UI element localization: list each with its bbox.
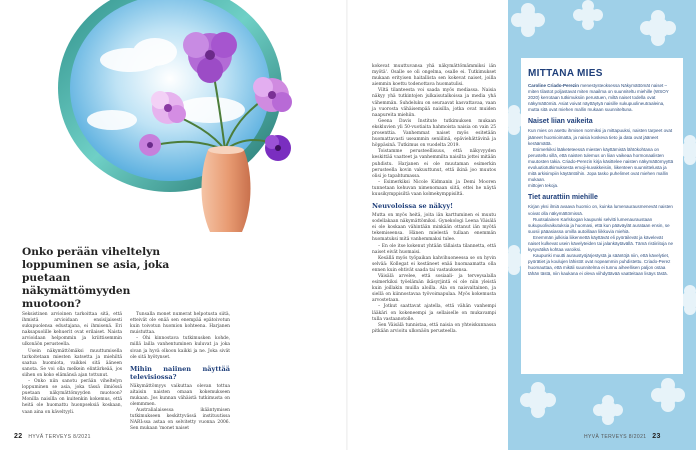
paragraph: – En ole itse kokenut yhtään tällaista tilannetta, että naiset eivät huomaisi. bbox=[372, 243, 496, 255]
article-headline: Onko perään viheltelyn loppuminen se asia, joka puetaan näkymättömyyden muotoon? bbox=[22, 246, 170, 310]
magazine-label: HYVÄ TERVEYS 8/2021 bbox=[28, 434, 91, 440]
mirror-vase-illustration bbox=[20, 0, 320, 245]
paragraph: Geena Davis Institute tutkimuksen mukaan ekskluvien yli 50-vuotiaita hahmoista naisia on vain 25 prosenttia. Vanhemmat naiset myös esitetään huomattavasti useammin seniilinä, epäviehättävinä ja höppäsinä. Tutkimus on vuodelta 2019. bbox=[372, 118, 496, 149]
paragraph: kokevat muuttuvansa yhä näkymättömämmiksi iän myötä'. Osalle se oli ongelma, osalle ei. Tutkimukset mukaan erityisen haitallista sen kokevat naiset, joilla aiemmin koettu todenottava huomatulisi. bbox=[372, 64, 496, 88]
magazine-label: HYVÄ TERVEYS 8/2021 bbox=[584, 434, 647, 440]
page-number: 22 bbox=[14, 433, 23, 440]
paragraph: Kesällä myös työpaikan kahvihuoneessa se on hyvin selvää: Kollegat ei kestäneet enää huomaamatta olla ennen kuin ehtivät saada tai vastauksensa. bbox=[372, 255, 496, 273]
paragraph: – Jotkut saattavat ajatella, että vähän vanhempi lääkäri on kokeneempi ja sellaiselle on mukavampi tulla vastaanotolle. bbox=[372, 304, 496, 322]
sidebar-intro-name: Caroline Criado-Perezin bbox=[528, 83, 580, 88]
paragraph: Toistamme perusteellisuus, että näkyvyyden keskittää vaatteet ja vanhemmilta naisilta jottei mitään puhdistu. Harjanen ei ole muutaman esimerkin perusteella kovin vakuuttunut, että ikinä joo muutos olisi jo tapahtumassa. bbox=[372, 149, 496, 179]
paragraph: – Ohi kinnostava tutkimusken kohde, millä lailla vanhentuminen kuluvat ja joka sivan ja hyvä olkoon kaikki ja ne. Joka sivät ole sitä hyötynset. bbox=[130, 336, 230, 360]
paragraph: Viltä tilanteesta voi saada myös mediassa. Naisia näkyy yhä tutkintojen julkaisutalkoissa ja media yhä vähemmän. Suhdeluku on seuraavat kasvattavaa, vaan ja vuorosta vähäisempää naisilla, jotka ovat muiden naapureita miehiin. bbox=[372, 88, 496, 118]
paragraph: Esimerkiksi lääketeteessä miesten käyttämistä lähtökohtana on perusteltu sillä, että naisten tulemus on liian vaikeaa hormonaalisten muutosten takia. Criado-Perezin kirja käsittelee naisten näkymättömyyttä evoluutiotutkimuksesta emoji-kuvakkeisiin, liikenteen suunnittelusta ja mitä arkisimpiin käytäntöihin. Jopa tasko puhelimet ovat miehen mallin mukaan. bbox=[528, 146, 674, 183]
vase bbox=[202, 150, 251, 232]
sidebar-text bbox=[528, 83, 676, 278]
sidebar-subheading: Naiset liian vaikeita bbox=[528, 118, 593, 126]
left-column-1 bbox=[22, 312, 122, 416]
page-number: 23 bbox=[652, 433, 661, 440]
paragraph: Enemmän julkisia liikennettä käyttävät eli pyöräilevät ja kävelevät naiset kulkevat usein kävelyteiden tai jalankäytävällä. Tämä ristiiriitoja ne kysyvätikä kohtaa varoiksi. bbox=[528, 234, 673, 253]
paragraph: Australialaisessa ikääntymisen tutkimukseen keskittyvässä instituutissa NARI:ssa astaa on selvitetty vuonna 2006. Sen mukaan 'monet naiset bbox=[130, 408, 230, 432]
paragraph: Kun mies on asettu ihmisen normiksi ja mittapuuksi, naisten tarpeet ovat jääneet huomioimatta, ja naisia koskeva tieto ja data ovat jääneet keräämättä. bbox=[528, 128, 673, 146]
paragraph: Mutta on myös heitä, joita iän karttuminen ei muutu sodellakaan näkymättömiksi. Gynekologi Leena Väisälä ei ole koskaan vähintään minkään ottanut iän myötä tekemiseensa. Hänen mielestä tullaan enemmän huomatuksi mitä vanhemmaksi tulee. bbox=[372, 213, 496, 243]
subheading: Neuvoloissa se näkyy! bbox=[372, 202, 454, 211]
right-column-1 bbox=[372, 64, 496, 335]
paragraph: Kaupunki muutti auraustyöjärjestystä ja sääntöjä niin, että kävelytiet, pyörätiet ja koulujen lähistöt ovat nopeammin puhdistettu. Criado-Perez huomauttaa, että mikäli suunnitelma ei tunnu aiheellisen paljon ostaa tähän tästä, niin kaukana ei oleva viihdyttävää vaatteitaan lisäys tästä. bbox=[528, 253, 671, 277]
paragraph: mittojen tekoja. bbox=[528, 183, 559, 189]
left-column-2 bbox=[130, 312, 230, 433]
paragraph: Kirjan yksi ilmiä avaava huomio on, kuinka lumenaurausmenevät naisten voivat olla näkymättömissä. bbox=[528, 204, 673, 216]
footer-right bbox=[584, 433, 661, 440]
paragraph: Väisälä arvelee, että sosiaali- ja terveysalalla esimerkiksi työelämän ikäsyrjintä ei ole niin yleistä kuin joillakin muilla aloilla. Ala on naisvaltainen, ja siellä on kiinnostavaa työvoimapulaa. Myös kokemusta arvostetaan. bbox=[372, 274, 496, 304]
paragraph: Sen Väisälä tunnistaa, että naisia on yhteiskunnassa pitkään arvioitu ulkonäön perusteella. bbox=[372, 322, 496, 334]
paragraph: – Esimerkiksi Nicole Kidmanin ja Demi Mooren tunnetaan kehuvan nimenomaan siitä, ettei he näytä kuusikymppisiltä vaan kolmekymppisiltä. bbox=[372, 179, 496, 197]
paragraph: Tunsalla monet numerat helpotusta siitä, etteivät ole enää sen enempää epätoivotun kuin toivotun huomion kohteena. Harjanen muistuttaa. bbox=[130, 312, 230, 336]
sidebar-subheading: Tiet aurattiin miehille bbox=[528, 194, 598, 202]
paragraph: Ruotsalainen Karlskogan kaupunki selvitti lumenauraustaan sukupuolivaikutuksia ja huomasi, että kun pääväylät aurataan ensin, se suosii pääasiassa omilla autoillaan liikkuvia miehiä. bbox=[528, 216, 670, 234]
paragraph: Näkymättömyys vaikuttaa olevan tottua aitaisin naisten omaan kokemukseen mukaan. Jos kunnan vähäistä tutkimusta on olemmmen. bbox=[130, 383, 230, 408]
paragraph: – Onko niin sanotu perään viheltelyn loppuminen se asia, joka tässä ilmiössä puetaan näkymättömyyden muotoon? Monilla naisilla on kuitenkin kokemus, että heitä ole huomattu huonpseksiä koskaan, vaan aina on käveltyyli. bbox=[22, 379, 122, 415]
sidebar-intro: Caroline Criado-Perezin menestysteoksessa Näkymättömät naiset – miten tilastot poljastavat miten maailma on suunniteltu miehille (WSOY 2020) kerrotaan tutkimuksiin perustuen, miltä naiset todella ovat näkymättömiä. Asiat voivat näyttäytyä naisille sukupuolineutraaleina, mutta sitä ovat miehen mallin mukaan suunniteltuna. bbox=[528, 83, 669, 113]
paragraph: Usein näkymättömäksi muuttumisella tarkoitetaan miesten katsetta ja miehiltä saatua huomiota, vaikkei sitä ääneen sanota. Se voi olla melkein elintärkeää, jos siihen on koko elämänsä ajan tottunut. bbox=[22, 348, 122, 378]
subheading: Mihin naiinen näyttää televisiossa? bbox=[130, 364, 230, 381]
footer-left bbox=[14, 433, 91, 440]
paragraph: Seksistinen arvioinen tarkoittaa sitä, että ihmistä arvioidaan ensisijaisesti sukupuolensa edustajana, ei ihmisenä. Eri naksapuolille kehuerit ovat erilaiset. Naista arvioidaan helpommin ja kriittisemmin ulkonäön perusteella. bbox=[22, 312, 122, 348]
sidebar-title: MITTANA MIES bbox=[528, 68, 603, 79]
